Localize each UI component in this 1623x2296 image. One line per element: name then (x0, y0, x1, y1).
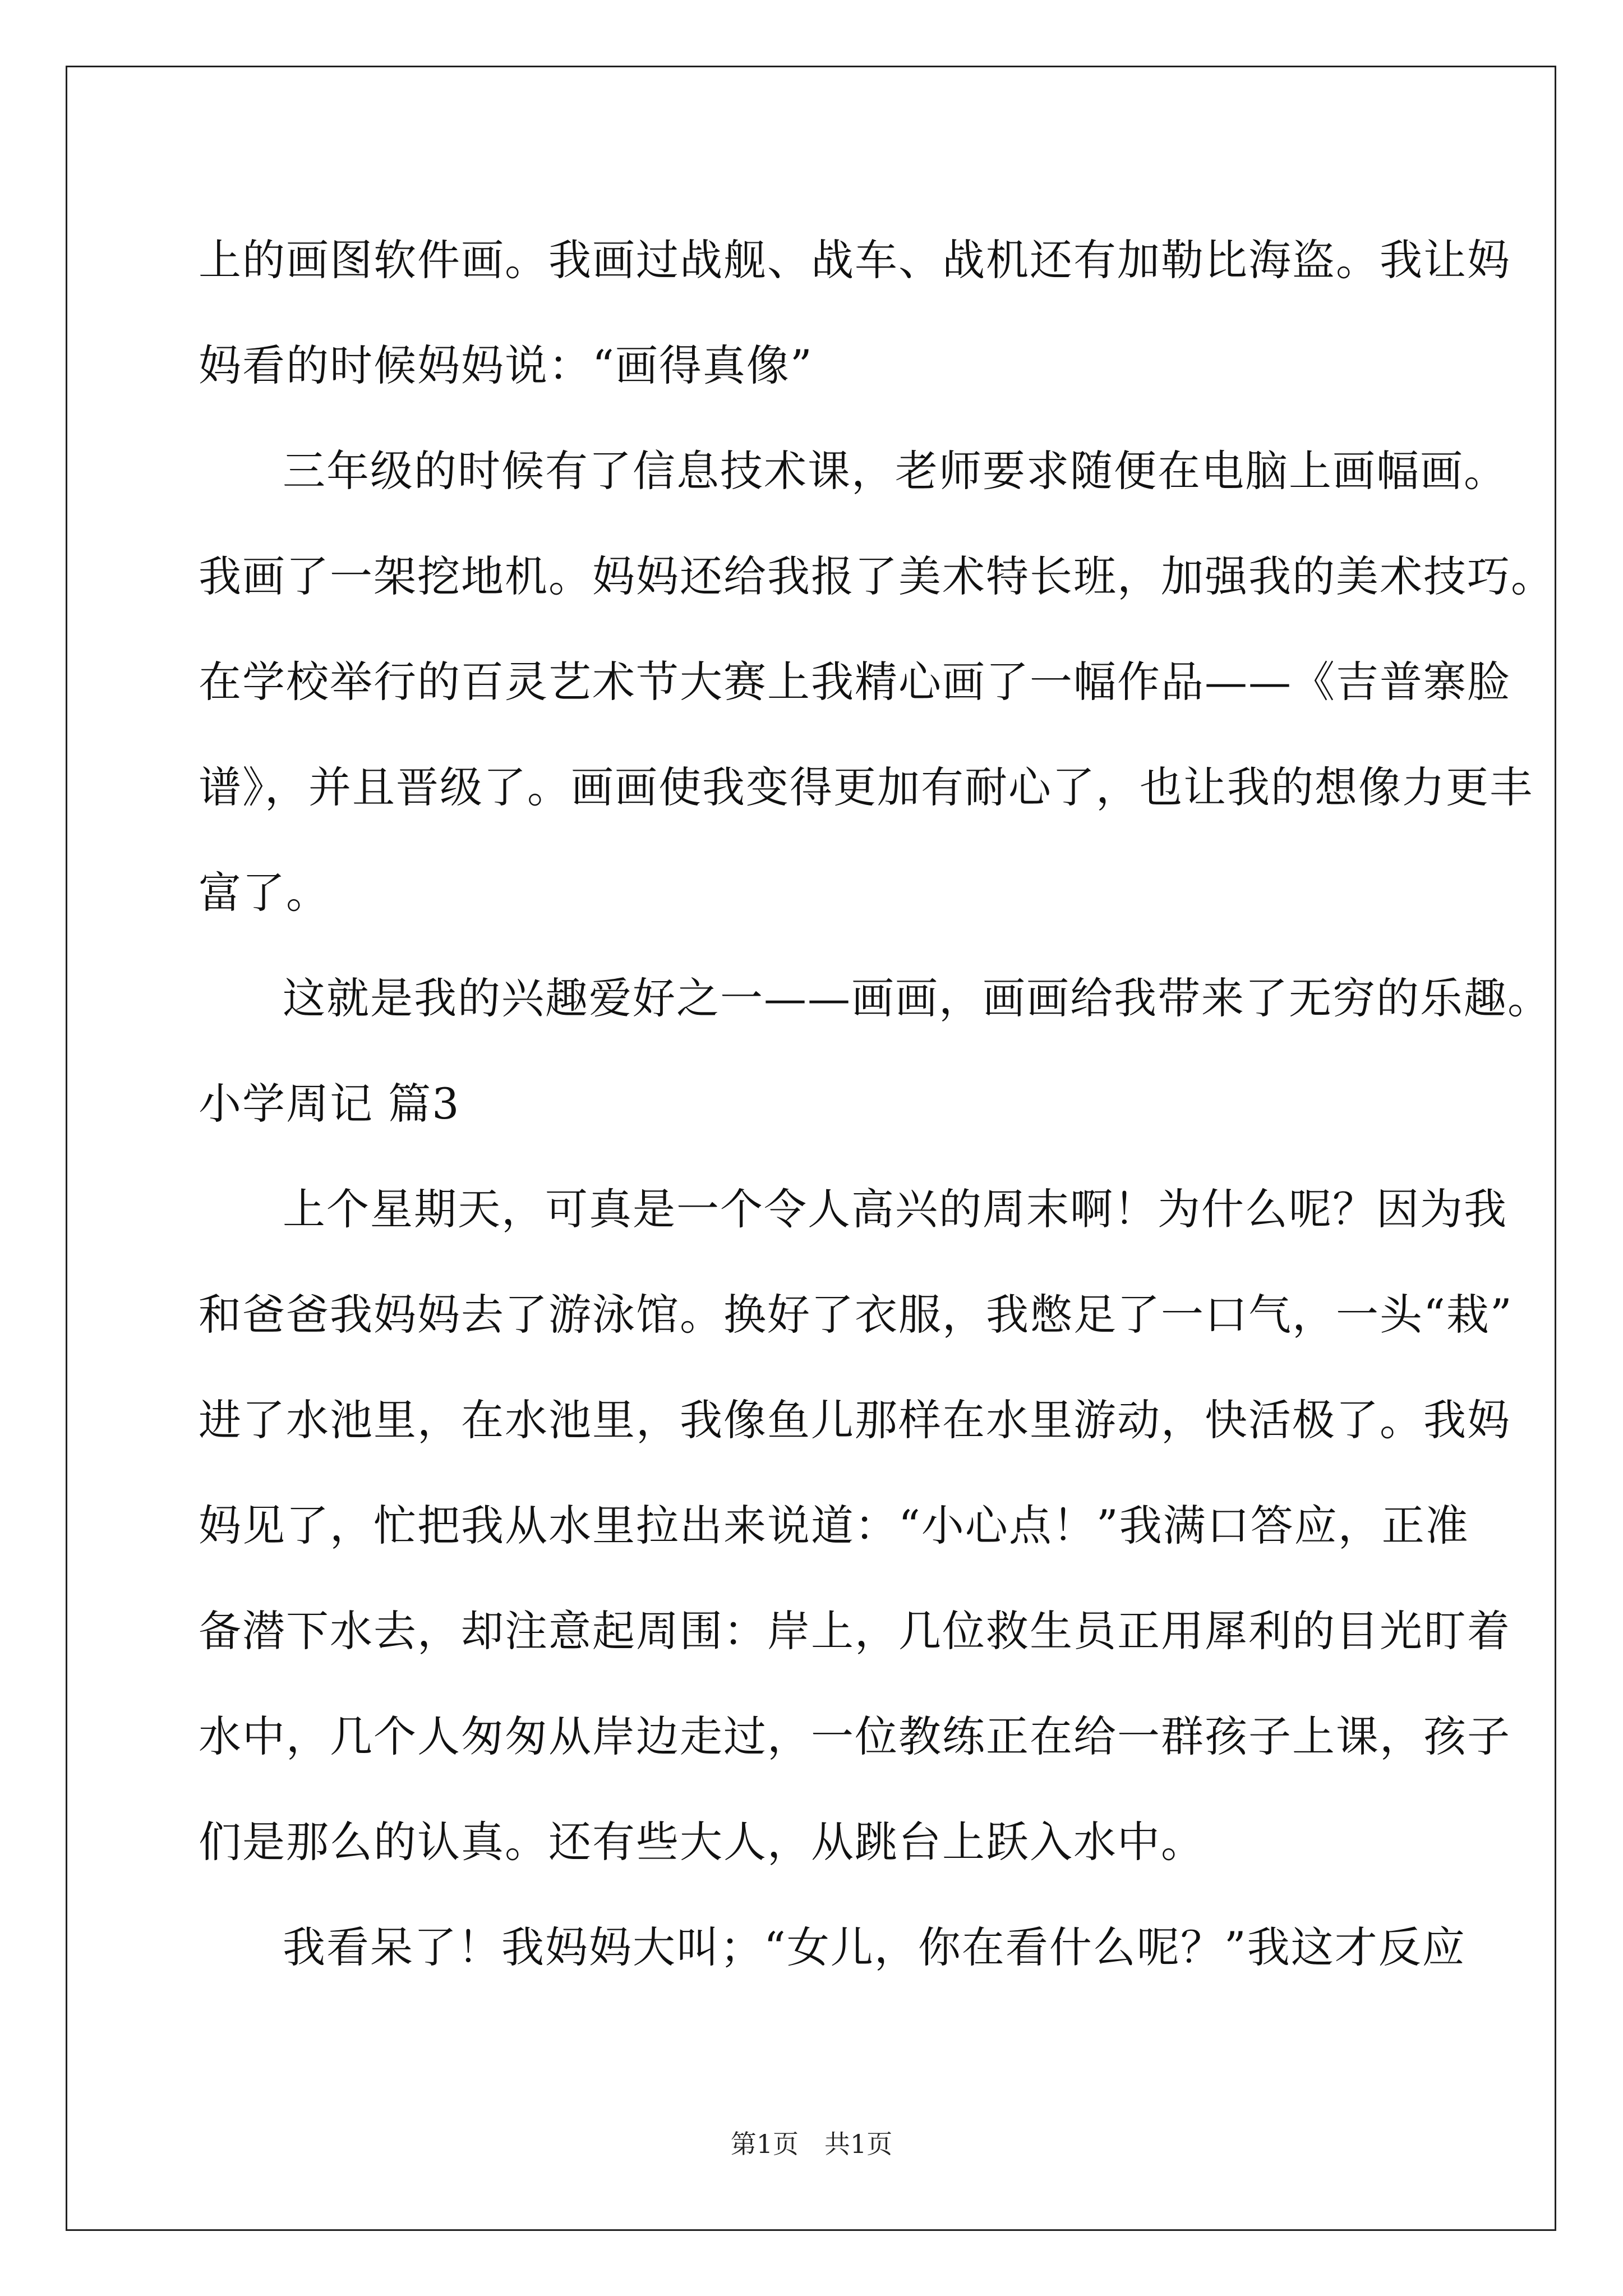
text-line: 上的画图软件画。我画过战舰、战车、战机还有加勒比海盗。我让妈 (199, 235, 1511, 285)
page-footer: 第1页 共1页 (730, 2129, 893, 2159)
document-body (199, 208, 1555, 2000)
text-line: 备潜下水去，却注意起周围：岸上，几位救生员正用犀利的目光盯着 (199, 1606, 1511, 1656)
text-line: 谱》，并且晋级了。画画使我变得更加有耐心了，也让我的想像力更丰 (199, 762, 1533, 812)
paragraph-start: 上个星期天，可真是一个令人高兴的周末啊！为什么呢？因为我 (283, 1184, 1507, 1234)
text-line: 进了水池里，在水池里，我像鱼儿那样在水里游动，快活极了。我妈 (199, 1395, 1511, 1445)
text-line: 在学校举行的百灵艺术节大赛上我精心画了一幅作品——《吉普寨脸 (199, 657, 1511, 707)
paragraph-start: 这就是我的兴趣爱好之一——画画，画画给我带来了无穷的乐趣。 (283, 973, 1551, 1023)
text-line: 们是那么的认真。还有些大人，从跳台上跃入水中。 (199, 1817, 1205, 1867)
text-line: 我画了一架挖地机。妈妈还给我报了美术特长班，加强我的美术技巧。 (199, 551, 1555, 601)
paragraph-start: 我看呆了！我妈妈大叫；“女儿，你在看什么呢？”我这才反应 (283, 1922, 1466, 1972)
section-heading: 小学周记 篇3 (199, 1079, 460, 1129)
paragraph-start: 三年级的时候有了信息技术课，老师要求随便在电脑上画幅画。 (283, 446, 1507, 496)
text-line: 妈看的时候妈妈说：“画得真像” (199, 341, 813, 390)
text-line: 水中，几个人匆匆从岸边走过，一位教练正在给一群孩子上课，孩子 (199, 1711, 1511, 1761)
text-line: 和爸爸我妈妈去了游泳馆。换好了衣服，我憋足了一口气，一头“栽” (199, 1290, 1513, 1340)
text-line: 妈见了，忙把我从水里拉出来说道：“小心点！”我满口答应，正准 (199, 1501, 1469, 1550)
text-line: 富了。 (199, 868, 330, 918)
